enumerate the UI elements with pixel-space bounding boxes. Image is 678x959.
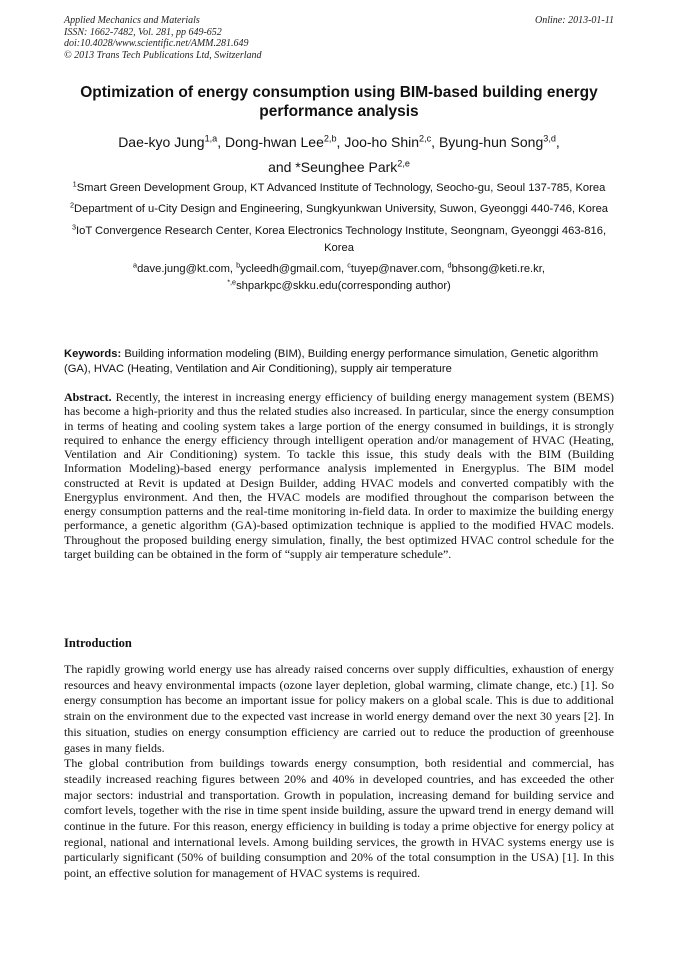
abstract-text: Recently, the interest in increasing energy efficiency of building energy management system (BEMS) has become a high-priority and thus the related studies also increased. In particular, since the energy consumption in terms of heating and cooling system takes a large portion of the energy consumed in buildings, it is strongly required to enhance the energy efficiency through intelligent operation and/or management of HVAC (Heating, Ventilation and Air Conditioning) system. To tackle this issue, this study deals with the BIM (Building Information Modeling)-based energy performance analysis implemented in Energyplus. The BIM model constructed at Revit is updated at Design Builder, adding HVAC models and converted compatibly with the Energyplus environment. And then, the HVAC models are modified throughout the comparison between the energy consumption patterns and the real-time monitoring in-field data. In order to maximize the building energy performance, a genetic algorithm (GA)-based optimization technique is applied to the modified HVAC models. Throughout the proposed building energy simulation, finally, the best optimized HVAC control schedule for the target building can be obtained in the form of “supply air temperature schedule”. — [64, 390, 615, 561]
author-name: Joo-ho Shin — [344, 134, 420, 150]
online-date: Online: 2013-01-11 — [535, 15, 614, 26]
abstract-label: Abstract. — [64, 390, 112, 404]
author-name: Dae-kyo Jung — [118, 134, 205, 150]
author-affil-sup: 2,b — [323, 133, 337, 144]
introduction-body — [64, 662, 614, 882]
author-affil-sup: 3,d — [543, 133, 556, 144]
journal-name: Applied Mechanics and Materials — [64, 15, 200, 26]
keywords-text: Building information modeling (BIM), Building energy performance simulation, Genetic algorithm (GA), HVAC (Heating, Ventilation and Air Conditioning), supply air temperature — [64, 348, 599, 375]
author-affil-sup: 2,e — [397, 158, 410, 169]
keywords — [64, 347, 614, 376]
email-link[interactable]: bhsong@keti.re.kr, — [451, 263, 545, 276]
author-name: Byung-hun Song — [438, 134, 544, 150]
author-affil-sup: 2,c — [419, 133, 432, 144]
copyright-line: © 2013 Trans Tech Publications Ltd, Switzerland — [64, 49, 262, 61]
affiliation-2: $^2$Department of u-City Design and Engineering, Sungkyunkwan University, Suwon, Gyeonggi 440-746, Korea — [69, 200, 609, 216]
paper-title: Optimization of energy consumption using BIM-based building energy performance analysis — [80, 84, 598, 120]
affiliation-3: $^3$IoT Convergence Research Center, Korea Electronics Technology Institute, Seongnam, Gyeonggi 463-816, Korea — [71, 221, 607, 254]
author-list: Dae-kyo Jung$^{1,a}$, Dong-hwan Lee$^{2,b}$, Joo-ho Shin$^{2,c}$, Byung-hun Song$^{3,d}$, and *Seunghee Park$^{2,e}$ — [118, 133, 560, 175]
email-link[interactable]: dave.jung@kt.com, — [137, 263, 233, 276]
author-affil-sup: 1,a — [204, 133, 218, 144]
abstract — [64, 390, 614, 561]
email-link[interactable]: shparkpc@skku.edu(corresponding author) — [236, 280, 451, 293]
email-list: $^a$dave.jung@kt.com, $^b$ycleedh@gmail.com, $^c$tuyep@naver.com, $^d$bhsong@keti.re.kr, $^{*,e}$shparkpc@skku.edu(corresponding author) — [133, 260, 545, 293]
affiliation-1: $^1$Smart Green Development Group, KT Advanced Institute of Technology, Seocho-gu, Seoul 137-785, Korea — [72, 179, 606, 194]
doi-line: doi:10.4028/www.scientific.net/AMM.281.649 — [64, 38, 249, 49]
email-link[interactable]: tuyep@naver.com, — [350, 263, 445, 276]
author-name: and *Seunghee Park — [268, 159, 398, 175]
affiliations — [64, 180, 614, 296]
email-link[interactable]: ycleedh@gmail.com, — [240, 263, 345, 276]
paragraph: The global contribution from buildings towards energy consumption, both residential and commercial, has steadily increased reaching figures between 20% and 40% in developed countries, and has exceeded the other major sectors: industrial and transportation. Growth in population, increasing demand for building service and comfort levels, together with the rise in time spent inside building, assure the upward trend in energy demand will continue in the future. For this reason, energy efficiency in building is today a prime objective for energy policy at regional, national and international levels. Among building services, the growth in HVAC systems energy use is particularly significant (50% of building consumption and 20% of the total consumption in the USA) [1]. In this point, an effective solution for management of HVAC systems is required. — [64, 756, 614, 881]
section-heading-introduction: Introduction — [64, 636, 132, 650]
issn-line: ISSN: 1662-7482, Vol. 281, pp 649-652 — [64, 26, 222, 38]
journal-header — [64, 15, 262, 61]
author-name: Dong-hwan Lee — [225, 134, 324, 150]
paragraph: The rapidly growing world energy use has already raised concerns over supply difficulties, exhaustion of energy resources and heavy environmental impacts (ozone layer depletion, global warming, climate change, etc.) [1]. So energy consumption has become an important issue for policy makers on a global scale. This is due to additional strain on the environment due to the expected vast increase in world energy demand over the next 30 years [2]. In this situation, studies on energy consumption efficiency are carried out to reduce the production of greenhouse gases in many fields. — [64, 662, 614, 755]
keywords-label: Keywords: — [64, 348, 122, 360]
